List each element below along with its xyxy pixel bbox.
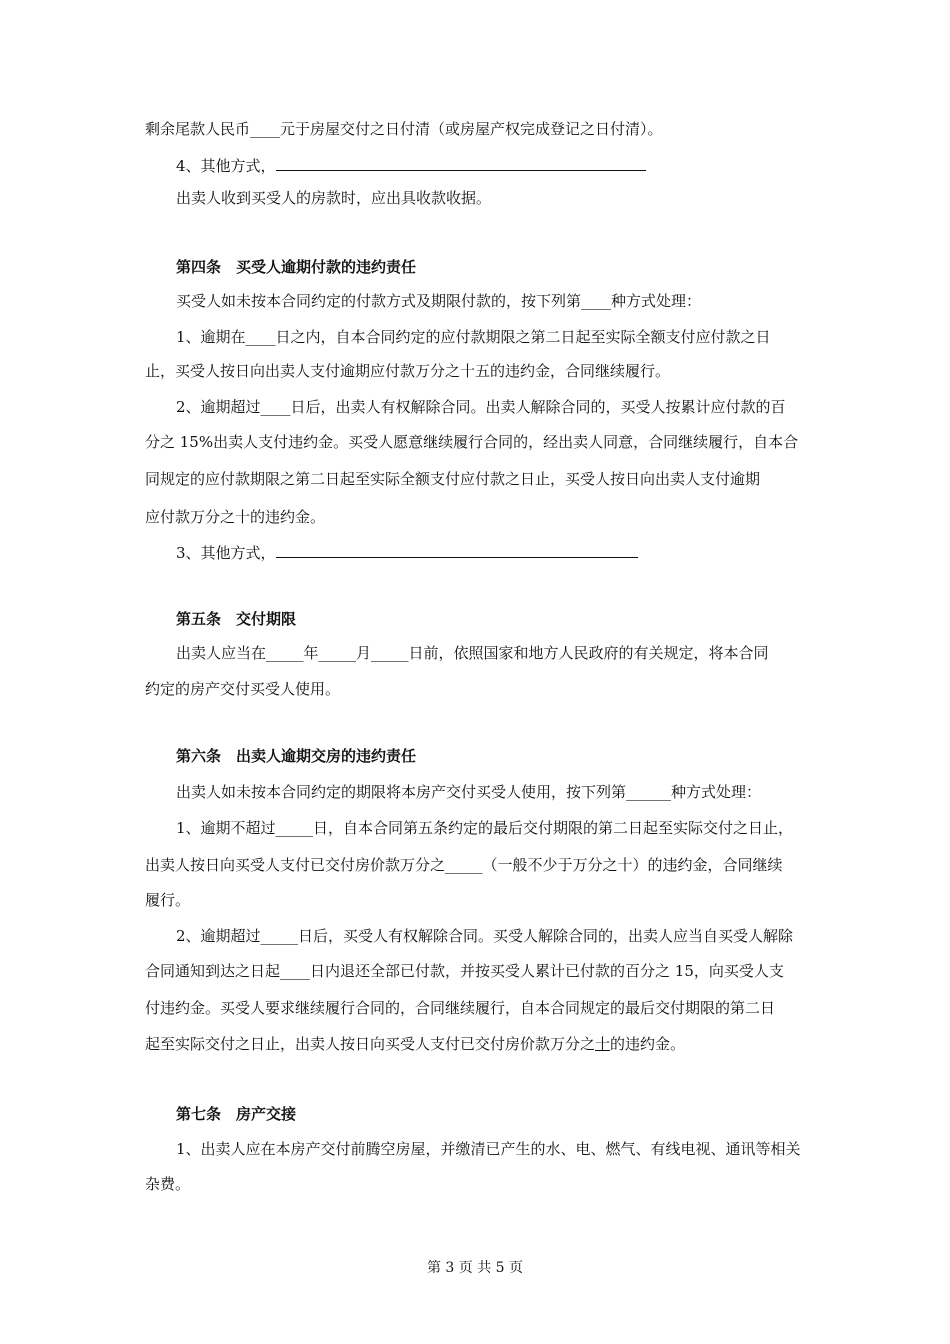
paragraph-line: 约定的房产交付买受人使用。 [145, 680, 341, 698]
page-number-footer: 第 3 页 共 5 页 [426, 1260, 524, 1276]
section-heading: 第五条 交付期限 [176, 610, 297, 628]
paragraph-line: 合同通知到达之日起____日内退还全部已付款，并按买受人累计已付款的百分之 15，向买受人支 [145, 962, 784, 980]
paragraph-line: 买受人如未按本合同约定的付款方式及期限付款的，按下列第____种方式处理： [176, 292, 702, 310]
paragraph-line: 出卖人收到买受人的房款时，应出具收款收据。 [176, 189, 492, 207]
section-heading: 第七条 房产交接 [176, 1105, 297, 1123]
line-text: 4、其他方式， [176, 157, 276, 175]
section-heading: 第六条 出卖人逾期交房的违约责任 [176, 747, 417, 765]
paragraph-line: 出卖人按日向买受人支付已交付房价款万分之_____（一般不少于万分之十）的违约金，合同继续 [145, 856, 783, 874]
line-text: 起至实际交付之日止，出卖人按日向买受人支付已交付房价款万分之 [145, 1035, 596, 1053]
paragraph-line: 付违约金。买受人要求继续履行合同的，合同继续履行，自本合同规定的最后交付期限的第二日 [145, 999, 776, 1017]
paragraph-line: 同规定的应付款期限之第二日起至实际全额支付应付款之日止，买受人按日向出卖人支付逾期 [145, 470, 761, 488]
paragraph-line: 1、逾期在____日之内，自本合同约定的应付款期限之第二日起至实际全额支付应付款之日 [176, 328, 771, 346]
paragraph-line: 履行。 [145, 891, 191, 909]
paragraph-line: 剩余尾款人民币____元于房屋交付之日付清（或房屋产权完成登记之日付清）。 [145, 120, 663, 138]
paragraph-line: 出卖人应当在_____年_____月_____日前，依照国家和地方人民政府的有关规定，将本合同 [176, 644, 769, 662]
paragraph-line [176, 155, 646, 175]
line-text: 3、其他方式， [176, 544, 276, 562]
line-text: 的违约金。 [610, 1035, 686, 1053]
paragraph-line: 1、出卖人应在本房产交付前腾空房屋，并缴清已产生的水、电、燃气、有线电视、通讯等相关 [176, 1140, 801, 1158]
paragraph-line: 杂费。 [145, 1175, 191, 1193]
blank-underline [276, 155, 646, 171]
paragraph-line: 应付款万分之十的违约金。 [145, 508, 326, 526]
paragraph-line: 分之 15%出卖人支付违约金。买受人愿意继续履行合同的，经出卖人同意，合同继续履行，自本合 [145, 433, 799, 451]
underlined-value: 十 [595, 1035, 611, 1053]
paragraph-line [145, 1034, 685, 1054]
paragraph-line: 2、逾期超过____日后，出卖人有权解除合同。出卖人解除合同的，买受人按累计应付款的百 [176, 398, 786, 416]
blank-underline [276, 542, 638, 558]
paragraph-line: 2、逾期超过_____日后，买受人有权解除合同。买受人解除合同的，出卖人应当自买受人解除 [176, 927, 794, 945]
paragraph-line [176, 542, 638, 562]
paragraph-line: 止，买受人按日向出卖人支付逾期应付款万分之十五的违约金，合同继续履行。 [145, 362, 671, 380]
paragraph-line: 1、逾期不超过_____日，自本合同第五条约定的最后交付期限的第二日起至实际交付之日止， [176, 819, 794, 837]
section-heading: 第四条 买受人逾期付款的违约责任 [176, 258, 417, 276]
paragraph-line: 出卖人如未按本合同约定的期限将本房产交付买受人使用，按下列第______种方式处理： [176, 783, 762, 801]
